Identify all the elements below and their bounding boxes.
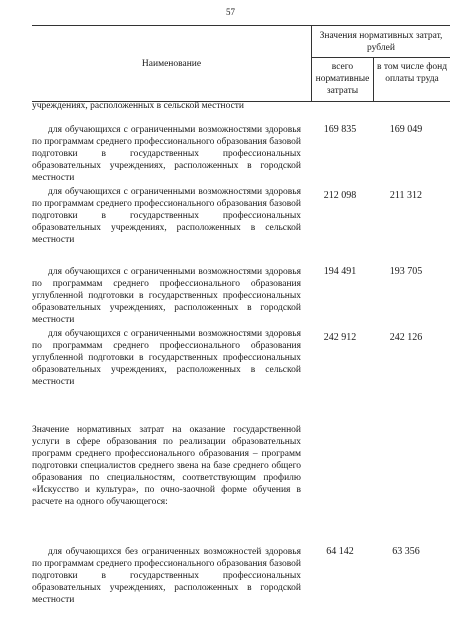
table-header [32,25,450,102]
row-total: 212 098 [323,190,357,201]
row-description: для обучающихся с ограниченными возможностями здоровья по программам среднего профессионального образования базовой подготовки в государственных профессиональных образовательных учреждениях, расположенных в сельской местности [32,187,301,245]
row-fot: 211 312 [389,190,423,201]
row-description: для обучающихся без ограниченных возможностей здоровья по программам среднего профессионального образования базовой подготовки в государственных профессиональных образовательных учреждениях, расположенных в городской местности [32,547,301,605]
row-total: 194 491 [323,266,357,277]
continuation-text: учреждениях, расположенных в сельской местности [32,101,245,111]
row-description: для обучающихся с ограниченными возможностями здоровья по программам среднего профессионального образования базовой подготовки в государственных профессиональных образовательных учреждениях, расположенных в городской местности [32,125,301,183]
row-description: для обучающихся с ограниченными возможностями здоровья по программам среднего профессионального образования углубленной подготовки в государственных профессиональных образовательных учреждениях, расположенных в городской местности [32,267,301,325]
header-fot: в том числе фонд оплаты труда [376,62,448,84]
row-description: для обучающихся с ограниченными возможностями здоровья по программам среднего профессионального образования углубленной подготовки в государственных профессиональных образовательных учреждениях, расположенных в сельской местности [32,329,301,387]
header-divider [311,57,450,58]
header-values-group: Значения нормативных затрат, рублей [319,31,443,53]
row-fot: 63 356 [392,546,420,557]
row-fot: 169 049 [389,124,423,135]
row-fot: 242 126 [389,332,423,343]
header-name: Наименование [141,59,202,69]
header-total: всего нормативные затраты [315,62,370,96]
section-title: Значение нормативных затрат на оказание государственной услуги в сфере образования по реализации образовательных программ среднего профессионального образования – программ подготовки специалистов среднего звена на базе среднего общего образования по специальностям, соответствующим профилю «Искусство и культура», по очно-заочной форме обучения в расчете на одного обучающегося: [32,425,301,507]
row-total: 242 912 [323,332,357,343]
row-total: 169 835 [323,124,357,135]
row-total: 64 142 [326,546,354,557]
page-number: 57 [226,7,235,17]
row-fot: 193 705 [389,266,423,277]
